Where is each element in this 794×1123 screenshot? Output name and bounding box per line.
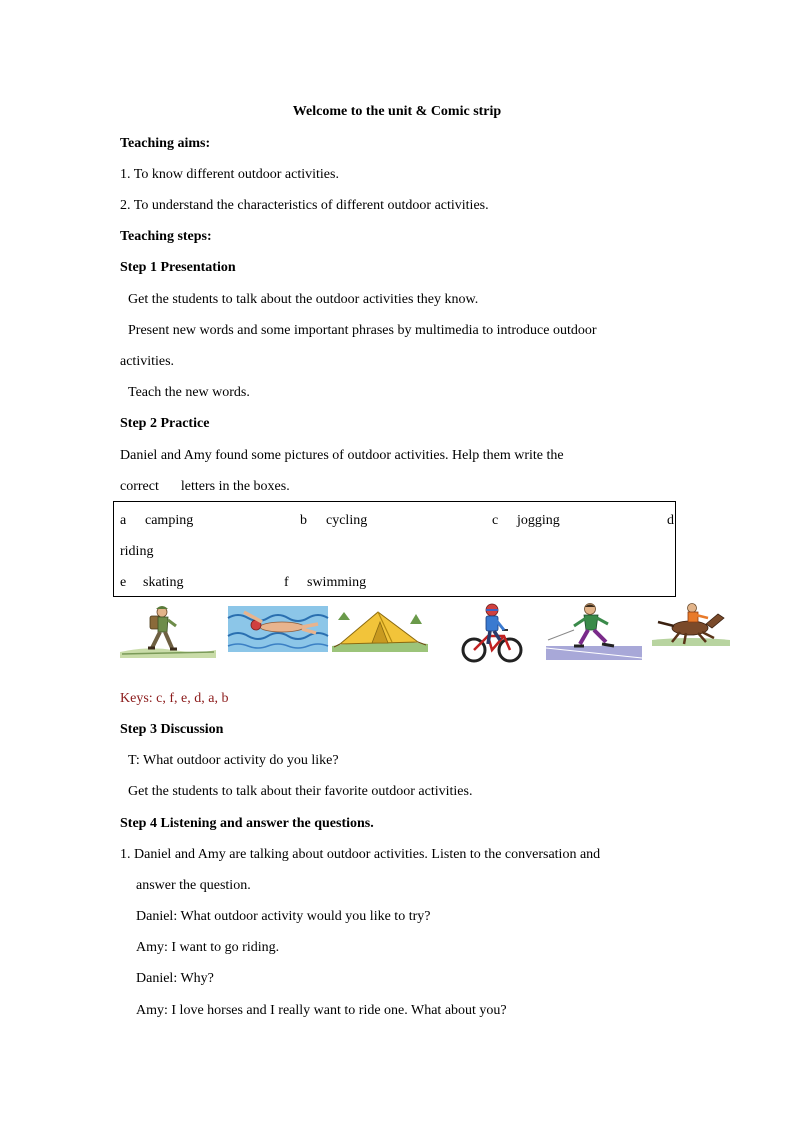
step2-line-2-b: letters in the boxes.: [180, 479, 290, 494]
tent-illustration: [330, 600, 430, 656]
box-b-letter: b: [300, 513, 307, 528]
dialogue-line-1: Daniel: What outdoor activity would you like to try?: [136, 909, 431, 924]
step1-line-3: activities.: [120, 354, 175, 369]
step4-question-1-line-1: 1. Daniel and Amy are talking about outdoor activities. Listen to the conversation and: [120, 847, 601, 862]
horse-rider-illustration: [650, 600, 732, 650]
dialogue-line-2: Amy: I want to go riding.: [136, 940, 280, 955]
box-d-word: riding: [120, 544, 154, 559]
box-a-word: camping: [145, 513, 194, 528]
aim-item-2: 2. To understand the characteristics of different outdoor activities.: [120, 198, 489, 213]
box-e-word: skating: [143, 575, 184, 590]
step2-line-2: [120, 478, 673, 496]
box-e-letter: e: [120, 575, 127, 590]
step2-line-1: Daniel and Amy found some pictures of outdoor activities. Help them write the: [120, 448, 564, 463]
box-a-letter: a: [120, 513, 127, 528]
box-f-letter: f: [284, 575, 289, 590]
hiker-illustration: [118, 600, 218, 660]
steps-heading: Teaching steps:: [120, 229, 212, 244]
step1-line-1: Get the students to talk about the outdoor activities they know.: [128, 292, 479, 307]
dialogue-line-4: Amy: I love horses and I really want to ride one. What about you?: [136, 1003, 507, 1018]
step3-line-2: Get the students to talk about their favorite outdoor activities.: [128, 784, 473, 799]
step4-heading: Step 4 Listening and answer the questions.: [120, 816, 374, 831]
page-title: Welcome to the unit & Comic strip: [292, 104, 502, 119]
answer-keys: Keys: c, f, e, d, a, b: [120, 691, 229, 706]
step3-heading: Step 3 Discussion: [120, 722, 224, 737]
step3-line-1: T: What outdoor activity do you like?: [128, 753, 339, 768]
box-d-letter: d: [667, 513, 674, 528]
step2-heading: Step 2 Practice: [120, 416, 210, 431]
activity-pictures: [118, 600, 733, 666]
step2-line-2-a: correct: [120, 479, 159, 494]
box-f-word: swimming: [307, 575, 367, 590]
step1-line-2: Present new words and some important phrases by multimedia to introduce outdoor: [128, 323, 597, 338]
box-c-letter: c: [492, 513, 499, 528]
step1-line-4: Teach the new words.: [128, 385, 250, 400]
answer-box: [113, 501, 676, 597]
step4-question-1-line-2: answer the question.: [136, 878, 251, 893]
box-b-word: cycling: [326, 513, 368, 528]
aims-heading: Teaching aims:: [120, 136, 211, 151]
box-c-word: jogging: [517, 513, 560, 528]
cyclist-illustration: [458, 600, 544, 666]
step1-heading: Step 1 Presentation: [120, 260, 236, 275]
dialogue-line-3: Daniel: Why?: [136, 971, 214, 986]
swimmer-illustration: [226, 600, 330, 658]
aim-item-1: 1. To know different outdoor activities.: [120, 167, 339, 182]
skater-illustration: [544, 600, 644, 662]
